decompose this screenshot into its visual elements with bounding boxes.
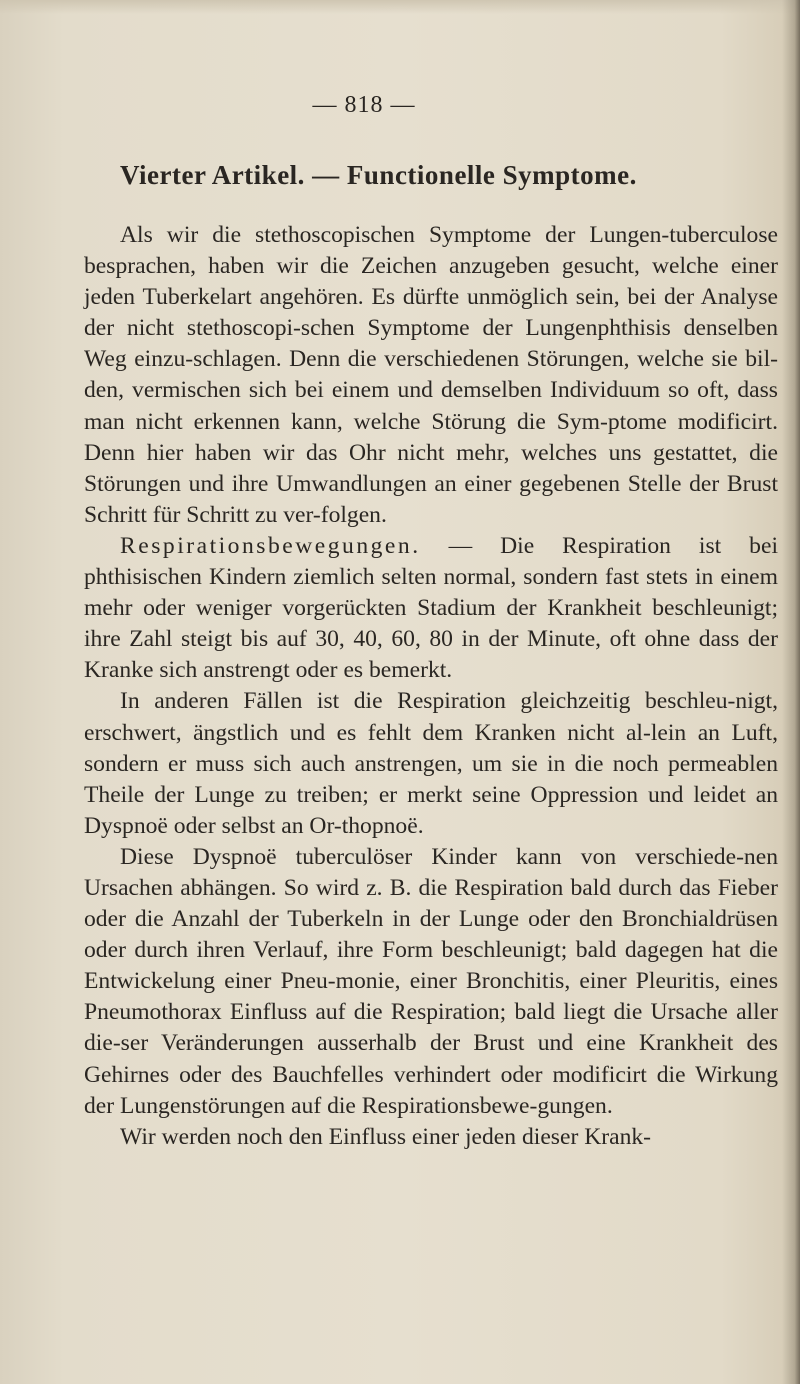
paragraph-2 [84,531,778,686]
paragraph-2-text: — Die Respiration ist bei phthisischen Kindern ziemlich selten normal, sondern fast stets in einem mehr oder weniger vorgerückten Stadium der Krankheit beschleunigt; ihre Zahl steigt bis auf 30, 40, 60, 80 in der Minute, oft ohne dass der Kranke sich anstrengt oder es bemerkt. [84,532,778,684]
page-binding-edge [782,0,800,1384]
paragraph-4: Diese Dyspnoë tuberculöser Kinder kann von verschiede-nen Ursachen abhängen. So wird z. B. die Respiration bald durch das Fieber oder die Anzahl der Tuberkeln in der Lunge oder den Bronchialdrüsen oder durch ihren Verlauf, ihre Form beschleunigt; bald dagegen hat die Entwickelung einer Pneu-monie, einer Bronchitis, einer Pleuritis, eines Pneumothorax Einfluss auf die Respiration; bald liegt die Ursache aller die-ser Veränderungen ausserhalb der Brust und eine Krankheit des Gehirnes oder des Bauchfelles verhindert oder modificirt die Wirkung der Lungenstörungen auf die Respirationsbewe-gungen. [84,843,778,1119]
paragraph-5: Wir werden noch den Einfluss einer jeden dieser Krank- [120,1123,652,1150]
article-title: Vierter Artikel. — Functionelle Symptome. [120,160,637,190]
paragraph-3: In anderen Fällen ist die Respiration gleichzeitig beschleu-nigt, erschwert, ängstlich und es fehlt dem Kranken nicht al-lein an Luft, sondern er muss sich auch anstrengen, um sie in die noch permeablen Theile der Lunge zu treiben; er merkt seine Oppression und leidet an Dyspnoë oder selbst an Or-thopnoë. [84,688,778,839]
page-top-shadow [0,0,800,14]
page-number: — 818 — [312,92,416,118]
paragraph-1: Als wir die stethoscopischen Symptome der Lungen-tuberculose besprachen, haben wir die Zeichen anzugeben gesucht, welche einer jeden Tuberkelart angehören. Es dürfte unmöglich sein, bei der Analyse der nicht stethoscopi-schen Symptome der Lungenphthisis denselben Weg einzu-schlagen. Denn die verschiedenen Störungen, welche sie bil-den, vermischen sich bei einem und demselben Individuum so oft, dass man nicht erkennen kann, welche Störung die Sym-ptome modificirt. Denn hier haben wir das Ohr nicht mehr, welches uns gestattet, die Störungen und ihre Umwandlungen an einer gegebenen Stelle der Brust Schritt für Schritt zu ver-folgen. [84,222,778,528]
body-text [84,220,778,1153]
section-lead: Respirationsbewegungen. [120,532,421,559]
